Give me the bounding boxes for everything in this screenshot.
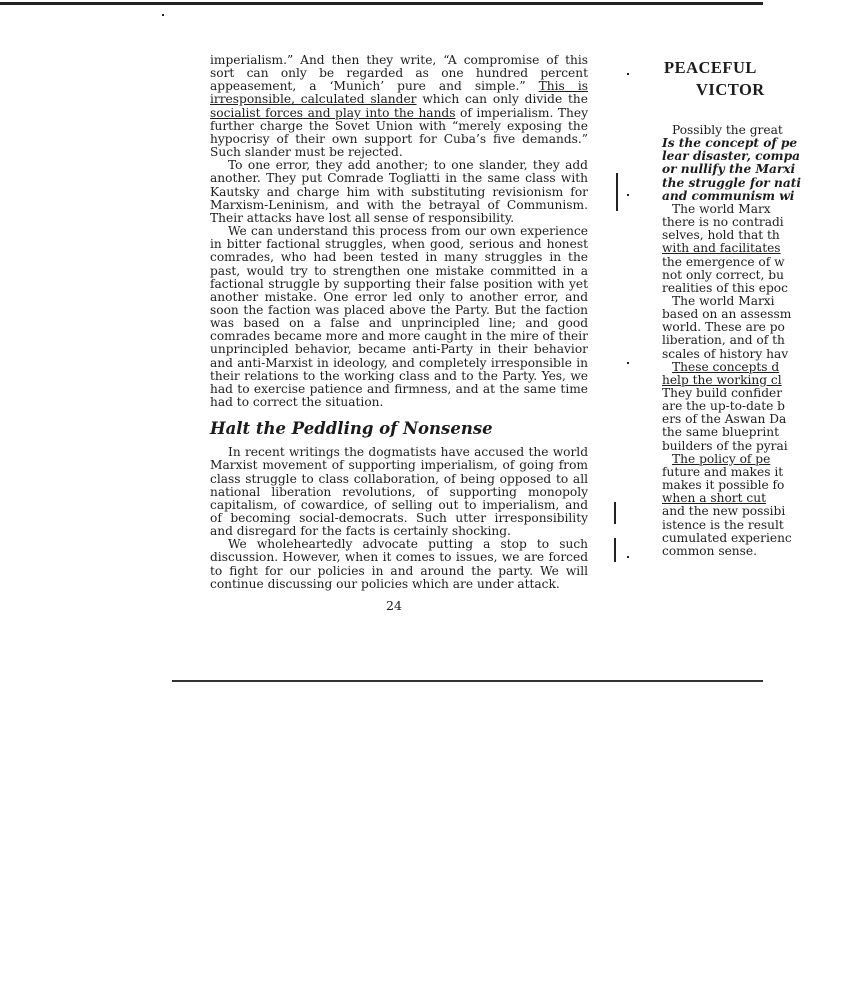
right-page-line: the same blueprint	[662, 425, 780, 440]
right-page-line: when a short cut	[662, 491, 766, 506]
scan-speck	[627, 556, 629, 558]
right-page-line: liberation, and of th	[662, 333, 785, 348]
top-page-edge-rule	[0, 2, 763, 5]
left-page-text-column	[210, 54, 588, 591]
body-paragraph	[210, 446, 588, 538]
right-page-line: makes it possible fo	[662, 478, 785, 493]
right-page-line: help the working cl	[662, 372, 782, 387]
paragraph-text: We wholeheartedly advocate putting a stop to such discussion. However, when it comes to issues, we are forced to fight for our policies in and around the party. We will continue discussing our policies which are under attack.	[210, 537, 588, 591]
body-paragraph	[210, 538, 588, 591]
right-page-line: not only correct, bu	[662, 267, 784, 282]
body-paragraph	[210, 159, 588, 225]
underlined-text: socialist forces and play into the hands	[210, 105, 456, 120]
body-paragraph	[210, 225, 588, 409]
right-page-line: lear disaster, compa	[662, 149, 800, 164]
right-page-line: Is the concept of pe	[662, 136, 798, 151]
scan-speck	[627, 362, 629, 364]
right-page-line: cumulated experienc	[662, 530, 792, 545]
page-number: 24	[386, 598, 402, 613]
binding-mark	[614, 538, 616, 562]
left-paragraphs-after-heading	[210, 446, 588, 591]
right-page-line: are the up-to-date b	[662, 399, 785, 414]
paragraph-text: of imperialism. They further charge the Sovet Union with “merely exposing the hypocrisy of their own support for Cuba’s five demands.” Such slander must be rejected.	[210, 105, 588, 160]
section-heading: Halt the Peddling of Nonsense	[210, 419, 493, 439]
right-page-line: ers of the Aswan Da	[662, 412, 787, 427]
paragraph-text: To one error, they add another; to one slander, they add another. They put Comrade Togliatti in the same class with Kautsky and charge him with substituting revisionism for Marxism-Leninism, and with the betrayal of Communism. Their attacks have lost all sense of responsibility.	[210, 158, 588, 225]
paragraph-text: In recent writings the dogmatists have accused the world Marxist movement of supporting imperialism, of going from class struggle to class collaboration, of being opposed to all national liberation revolutions, of supporting monopoly capitalism, of cowardice, of selling out to imperialism, and of becoming social-democrats. Such utter irresponsibility and disregard for the facts is certainly shocking.	[210, 445, 588, 539]
right-page-line: builders of the pyrai	[662, 438, 788, 453]
right-page-line: The world Marx	[672, 201, 771, 216]
scan-speck	[627, 194, 629, 196]
body-paragraph	[210, 54, 588, 159]
left-paragraphs-before-heading	[210, 54, 588, 409]
right-page-line: the emergence of w	[662, 254, 785, 269]
paragraph-text: imperialism.” And then they write, “A compromise of this sort can only be regarded as one hundred percent appeasement, a ‘Munich’ pure and simple.”	[210, 53, 588, 94]
right-page-line: scales of history hav	[662, 346, 789, 361]
right-page-line: there is no contradi	[662, 215, 784, 230]
right-page-line: These concepts d	[672, 359, 780, 374]
right-page-line: world. These are po	[662, 320, 785, 335]
right-page-line: or nullify the Marxi	[662, 162, 796, 177]
right-page-line: and the new possibi	[662, 504, 786, 519]
right-page-line: istence is the result	[662, 517, 784, 532]
right-page-line: based on an assessm	[662, 307, 792, 322]
scan-speck	[162, 14, 164, 16]
right-page-line: The policy of pe	[672, 451, 771, 466]
right-page-title-line-1: PEACEFUL	[664, 58, 757, 77]
right-page-line: They build confider	[662, 386, 783, 400]
right-page-line: common sense.	[662, 543, 757, 558]
binding-mark	[614, 502, 616, 524]
underlined-text: This is irresponsible, calculated slander	[210, 79, 588, 107]
paragraph-text: We can understand this process from our own experience in bitter factional struggles, when good, serious and honest comrades, who had been tested in many struggles in the past, would try to strengthen one mistake committed in a factional struggle by supporting their false position with yet another mistake. One error led only to another error, and soon the faction was placed above the Party. But the faction was based on a false and unprincipled line; and good comrades became more and more caught in the mire of their unprincipled behavior, became anti-Party in their behavior and anti-Marxist in ideology, and completely irresponsible in their relations to the working class and to the Party. Yes, we had to exercise patience and firmness, and at the same time had to correct the situation.	[210, 224, 588, 410]
right-page-line: with and facilitates	[662, 241, 781, 256]
right-page-line: the struggle for nati	[662, 175, 801, 190]
right-page-line: selves, hold that th	[662, 228, 780, 243]
right-page-line: realities of this epoc	[662, 280, 788, 295]
right-page-line: future and makes it	[662, 464, 784, 479]
paragraph-text: which can only divide the	[416, 92, 588, 107]
right-page-line: The world Marxi	[672, 293, 775, 308]
right-page-line: and communism wi	[662, 188, 795, 203]
bottom-page-edge-rule	[172, 680, 763, 682]
binding-mark	[616, 173, 618, 211]
right-page-line: Possibly the great	[672, 123, 783, 137]
right-page-title-line-2: VICTOR	[696, 80, 765, 99]
scan-speck	[627, 73, 629, 75]
